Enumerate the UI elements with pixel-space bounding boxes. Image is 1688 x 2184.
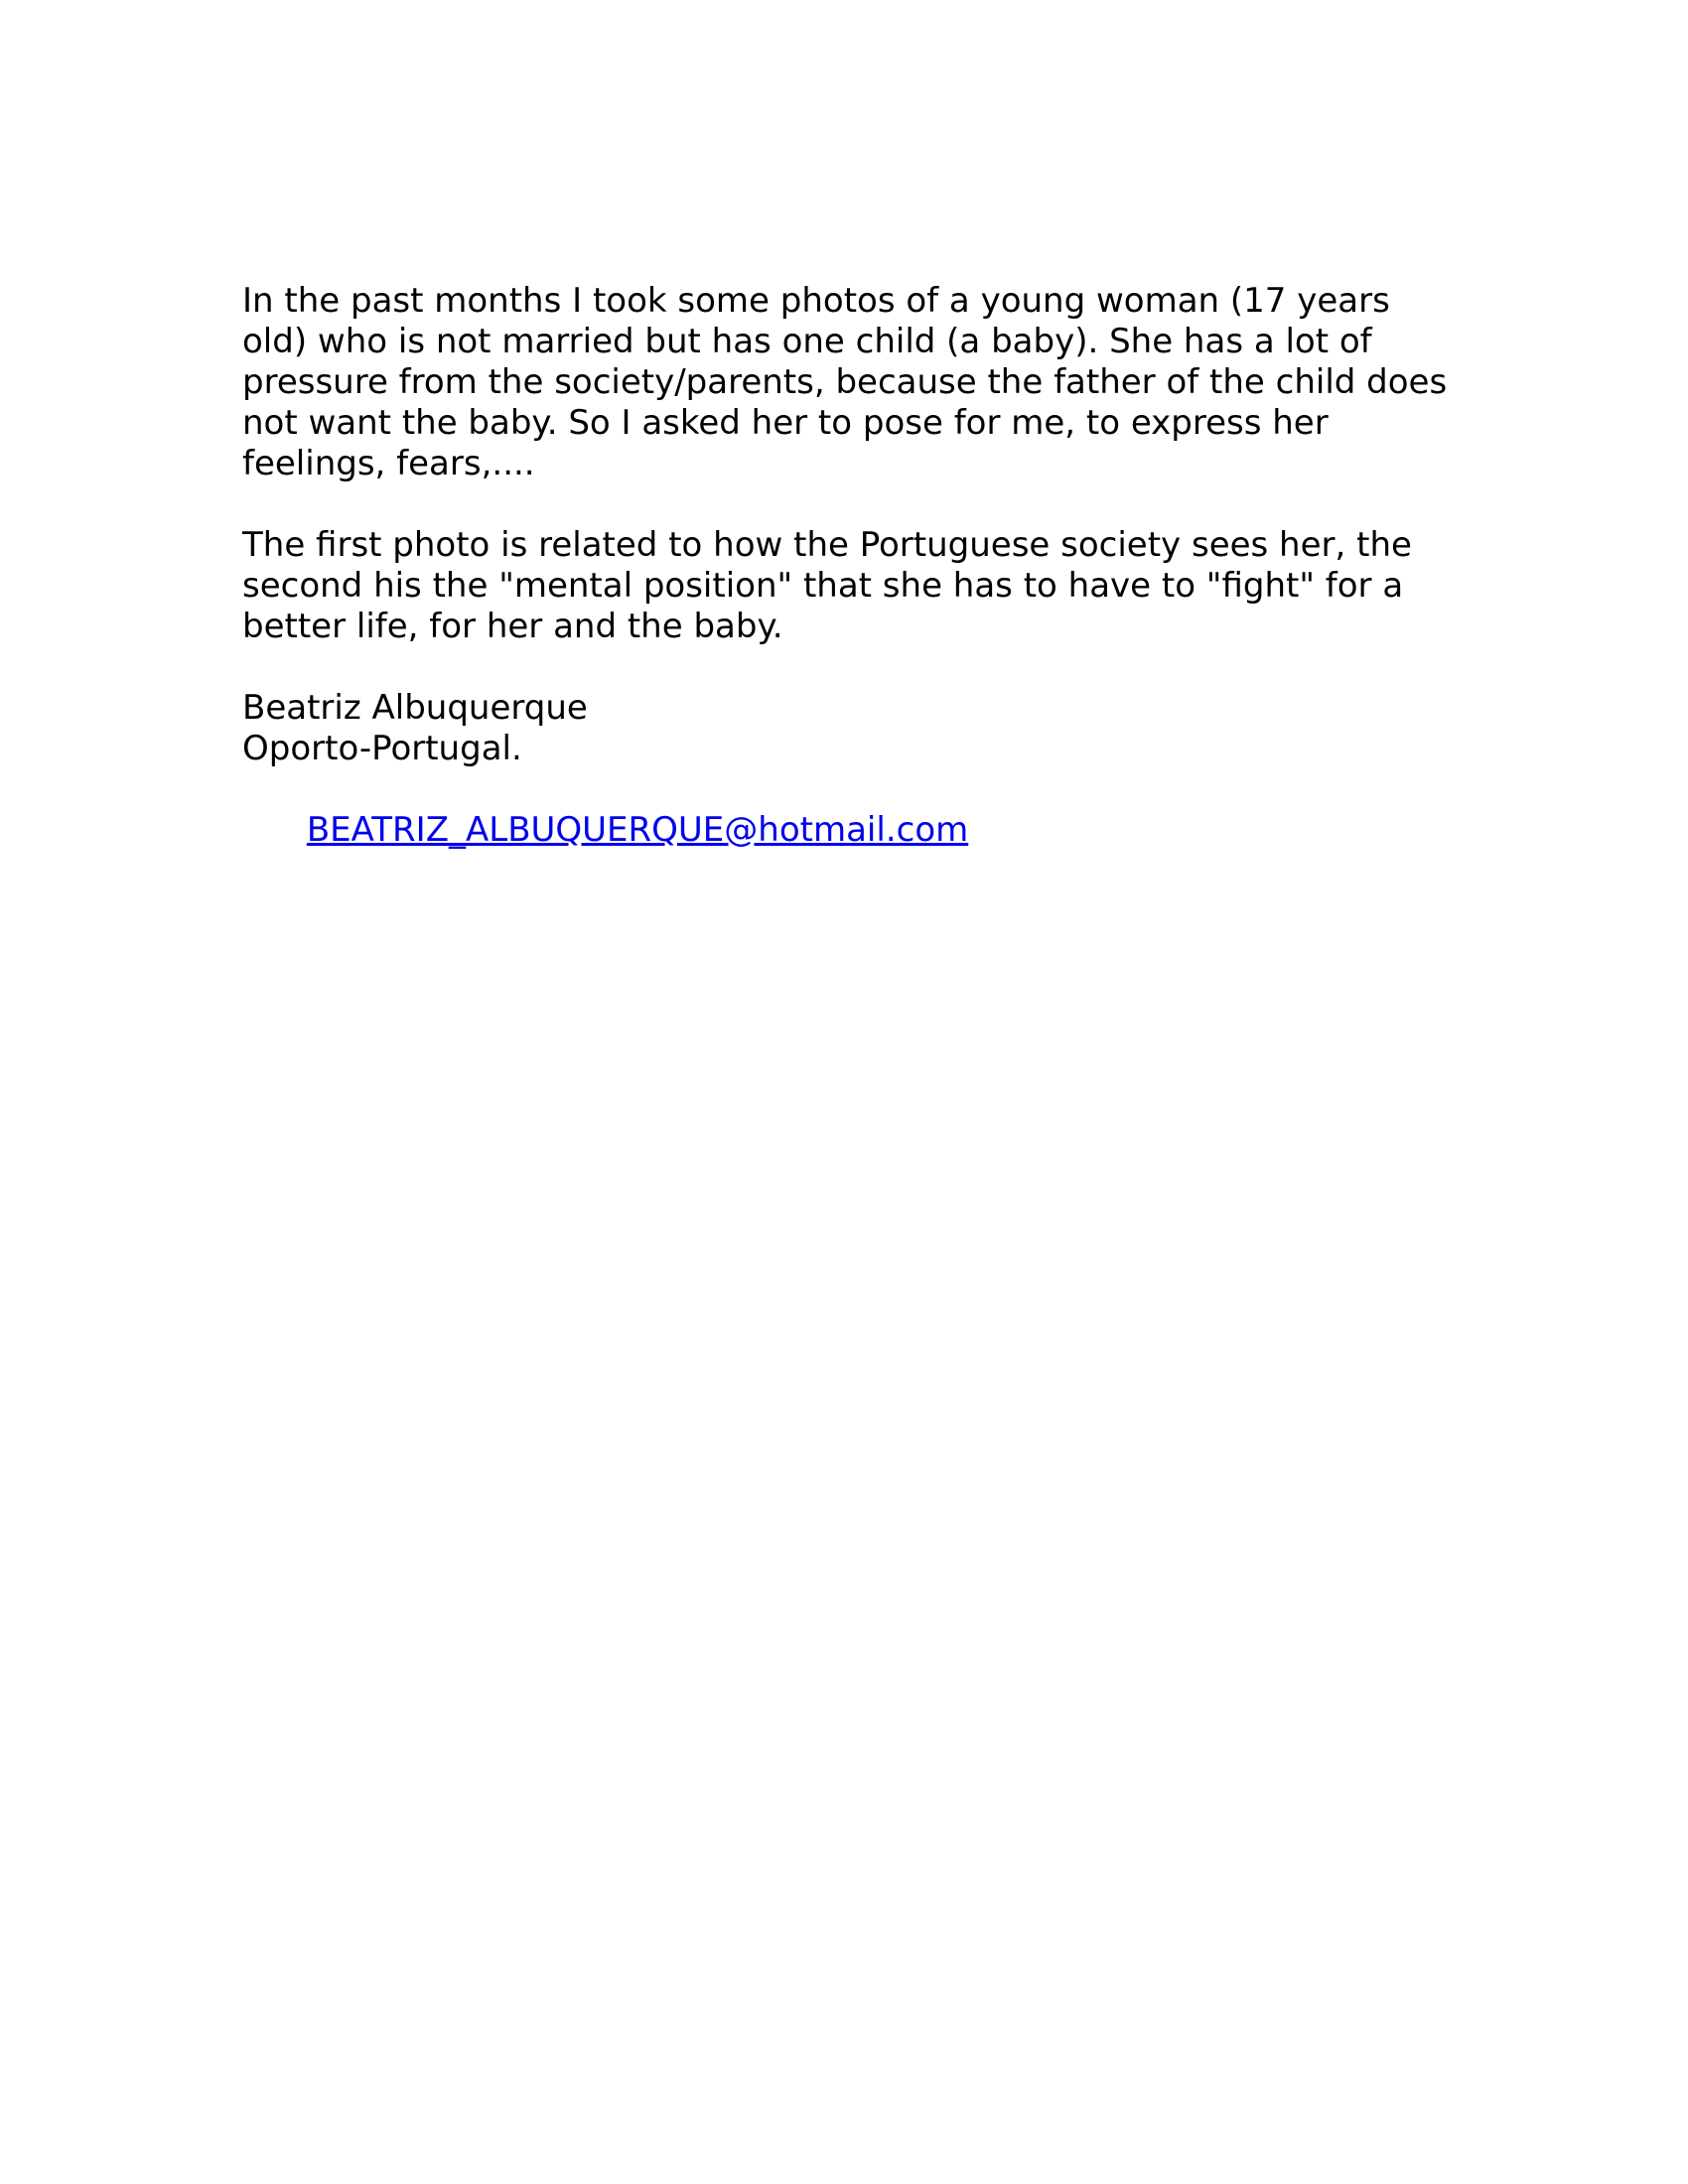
text-line: not want the baby. So I asked her to pose for me, to express her: [242, 403, 1329, 443]
text-line: In the past months I took some photos of a young woman (17 years: [242, 281, 1390, 321]
text-line: feelings, fears,....: [242, 444, 535, 483]
intro-paragraph: [242, 281, 1513, 484]
text-line: The first photo is related to how the Portuguese society sees her, the: [242, 525, 1412, 565]
signature-name: Beatriz Albuquerque: [242, 688, 588, 728]
text-line: second his the "mental position" that she has to have to "fight" for a: [242, 566, 1404, 606]
document-page: [242, 281, 1513, 891]
text-line: better life, for her and the baby.: [242, 607, 783, 646]
signature-location: Oporto-Portugal.: [242, 729, 522, 768]
photos-description-paragraph: [242, 525, 1513, 647]
email-link[interactable]: BEATRIZ_ALBUQUERQUE@hotmail.com: [306, 810, 969, 850]
text-line: pressure from the society/parents, because the father of the child does: [242, 362, 1448, 402]
text-line: old) who is not married but has one child (a baby). She has a lot of: [242, 322, 1372, 361]
signature-block: [242, 688, 1513, 891]
